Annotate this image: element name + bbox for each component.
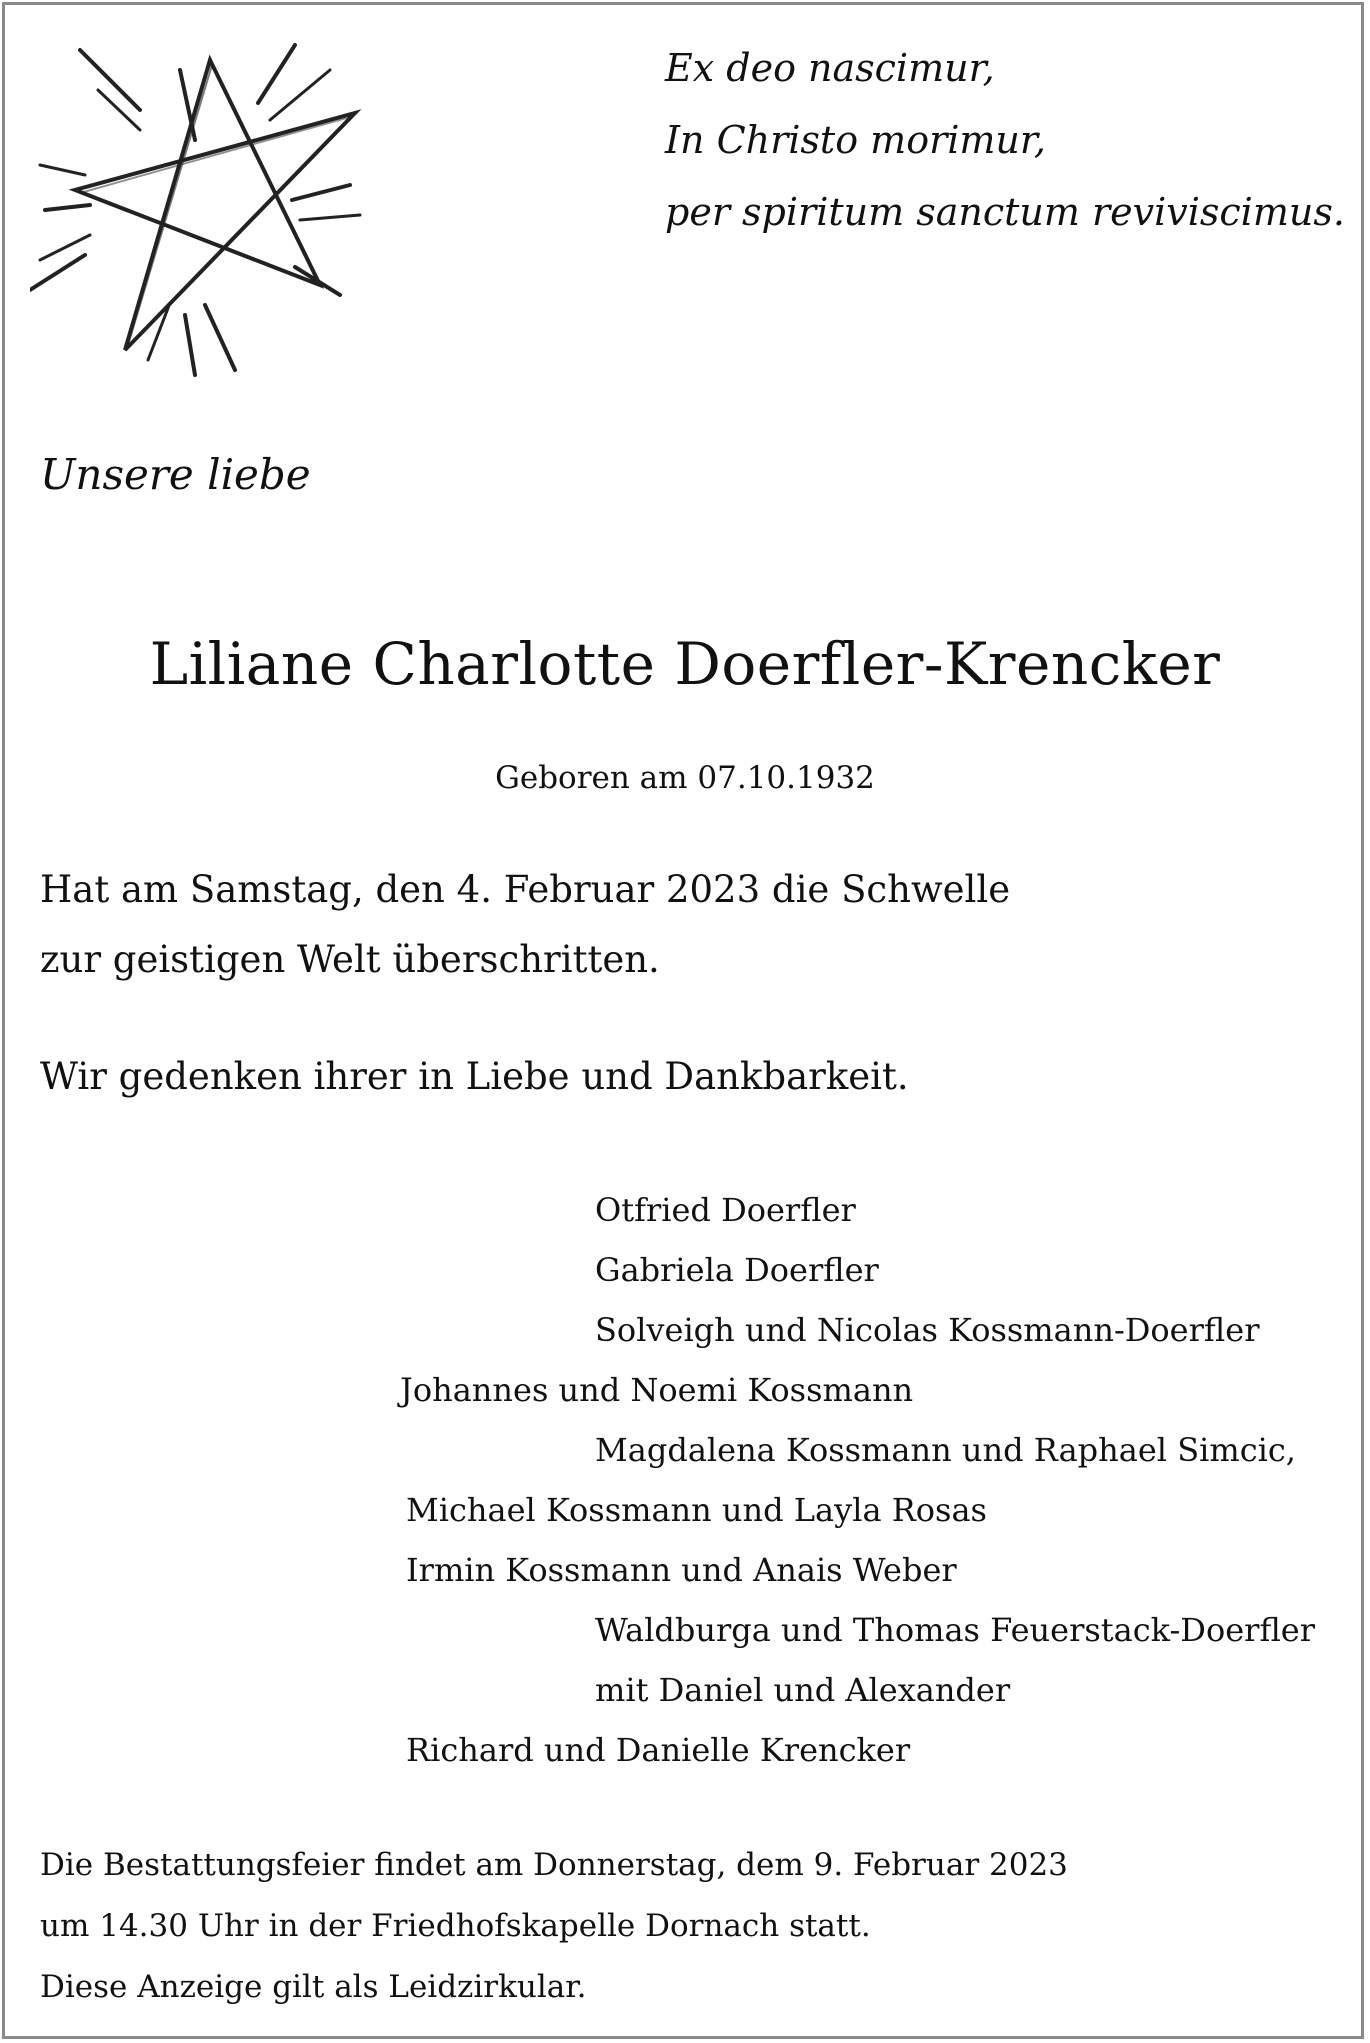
- mourner-line: Gabriela Doerfler: [595, 1251, 879, 1289]
- mourner-line: Magdalena Kossmann und Raphael Simcic,: [595, 1431, 1296, 1469]
- deceased-name: Liliane Charlotte Doerfler-Krencker: [149, 630, 1221, 698]
- mourner-line: Solveigh und Nicolas Kossmann-Doerfler: [595, 1311, 1260, 1349]
- star-with-rays-icon: [30, 35, 375, 380]
- birth-date: Geboren am 07.10.1932: [495, 760, 875, 796]
- mourner-line: Michael Kossmann und Layla Rosas: [406, 1491, 987, 1529]
- latin-motto: [665, 32, 1345, 248]
- motto-line: Ex deo nascimur,: [665, 46, 995, 90]
- motto-line: per spiritum sanctum reviviscimus.: [665, 190, 1345, 234]
- funeral-line: um 14.30 Uhr in der Friedhofskapelle Dornach statt.: [40, 1908, 871, 1944]
- passing-line: zur geistigen Welt überschritten.: [40, 938, 660, 981]
- mourner-line: Johannes und Noemi Kossmann: [400, 1371, 914, 1409]
- funeral-line: Diese Anzeige gilt als Leidzirkular.: [40, 1969, 587, 2005]
- mourners-list: [0, 1180, 1370, 1780]
- funeral-line: Die Bestattungsfeier findet am Donnerstag, dem 9. Februar 2023: [40, 1847, 1068, 1883]
- mourner-line: Richard und Danielle Krencker: [406, 1731, 911, 1769]
- funeral-notice: [40, 1835, 1068, 2018]
- mourner-line: Waldburga und Thomas Feuerstack-Doerfler: [595, 1611, 1316, 1649]
- remembrance-text: Wir gedenken ihrer in Liebe und Dankbarkeit.: [40, 1055, 909, 1098]
- passing-line: Hat am Samstag, den 4. Februar 2023 die Schwelle: [40, 868, 1011, 911]
- intro-text: Unsere liebe: [40, 450, 311, 499]
- motto-line: In Christo morimur,: [665, 118, 1046, 162]
- mourner-line: Irmin Kossmann und Anais Weber: [406, 1551, 957, 1589]
- mourner-line: mit Daniel und Alexander: [595, 1671, 1011, 1709]
- passing-notice: [40, 855, 1010, 995]
- mourner-line: Otfried Doerfler: [595, 1191, 856, 1229]
